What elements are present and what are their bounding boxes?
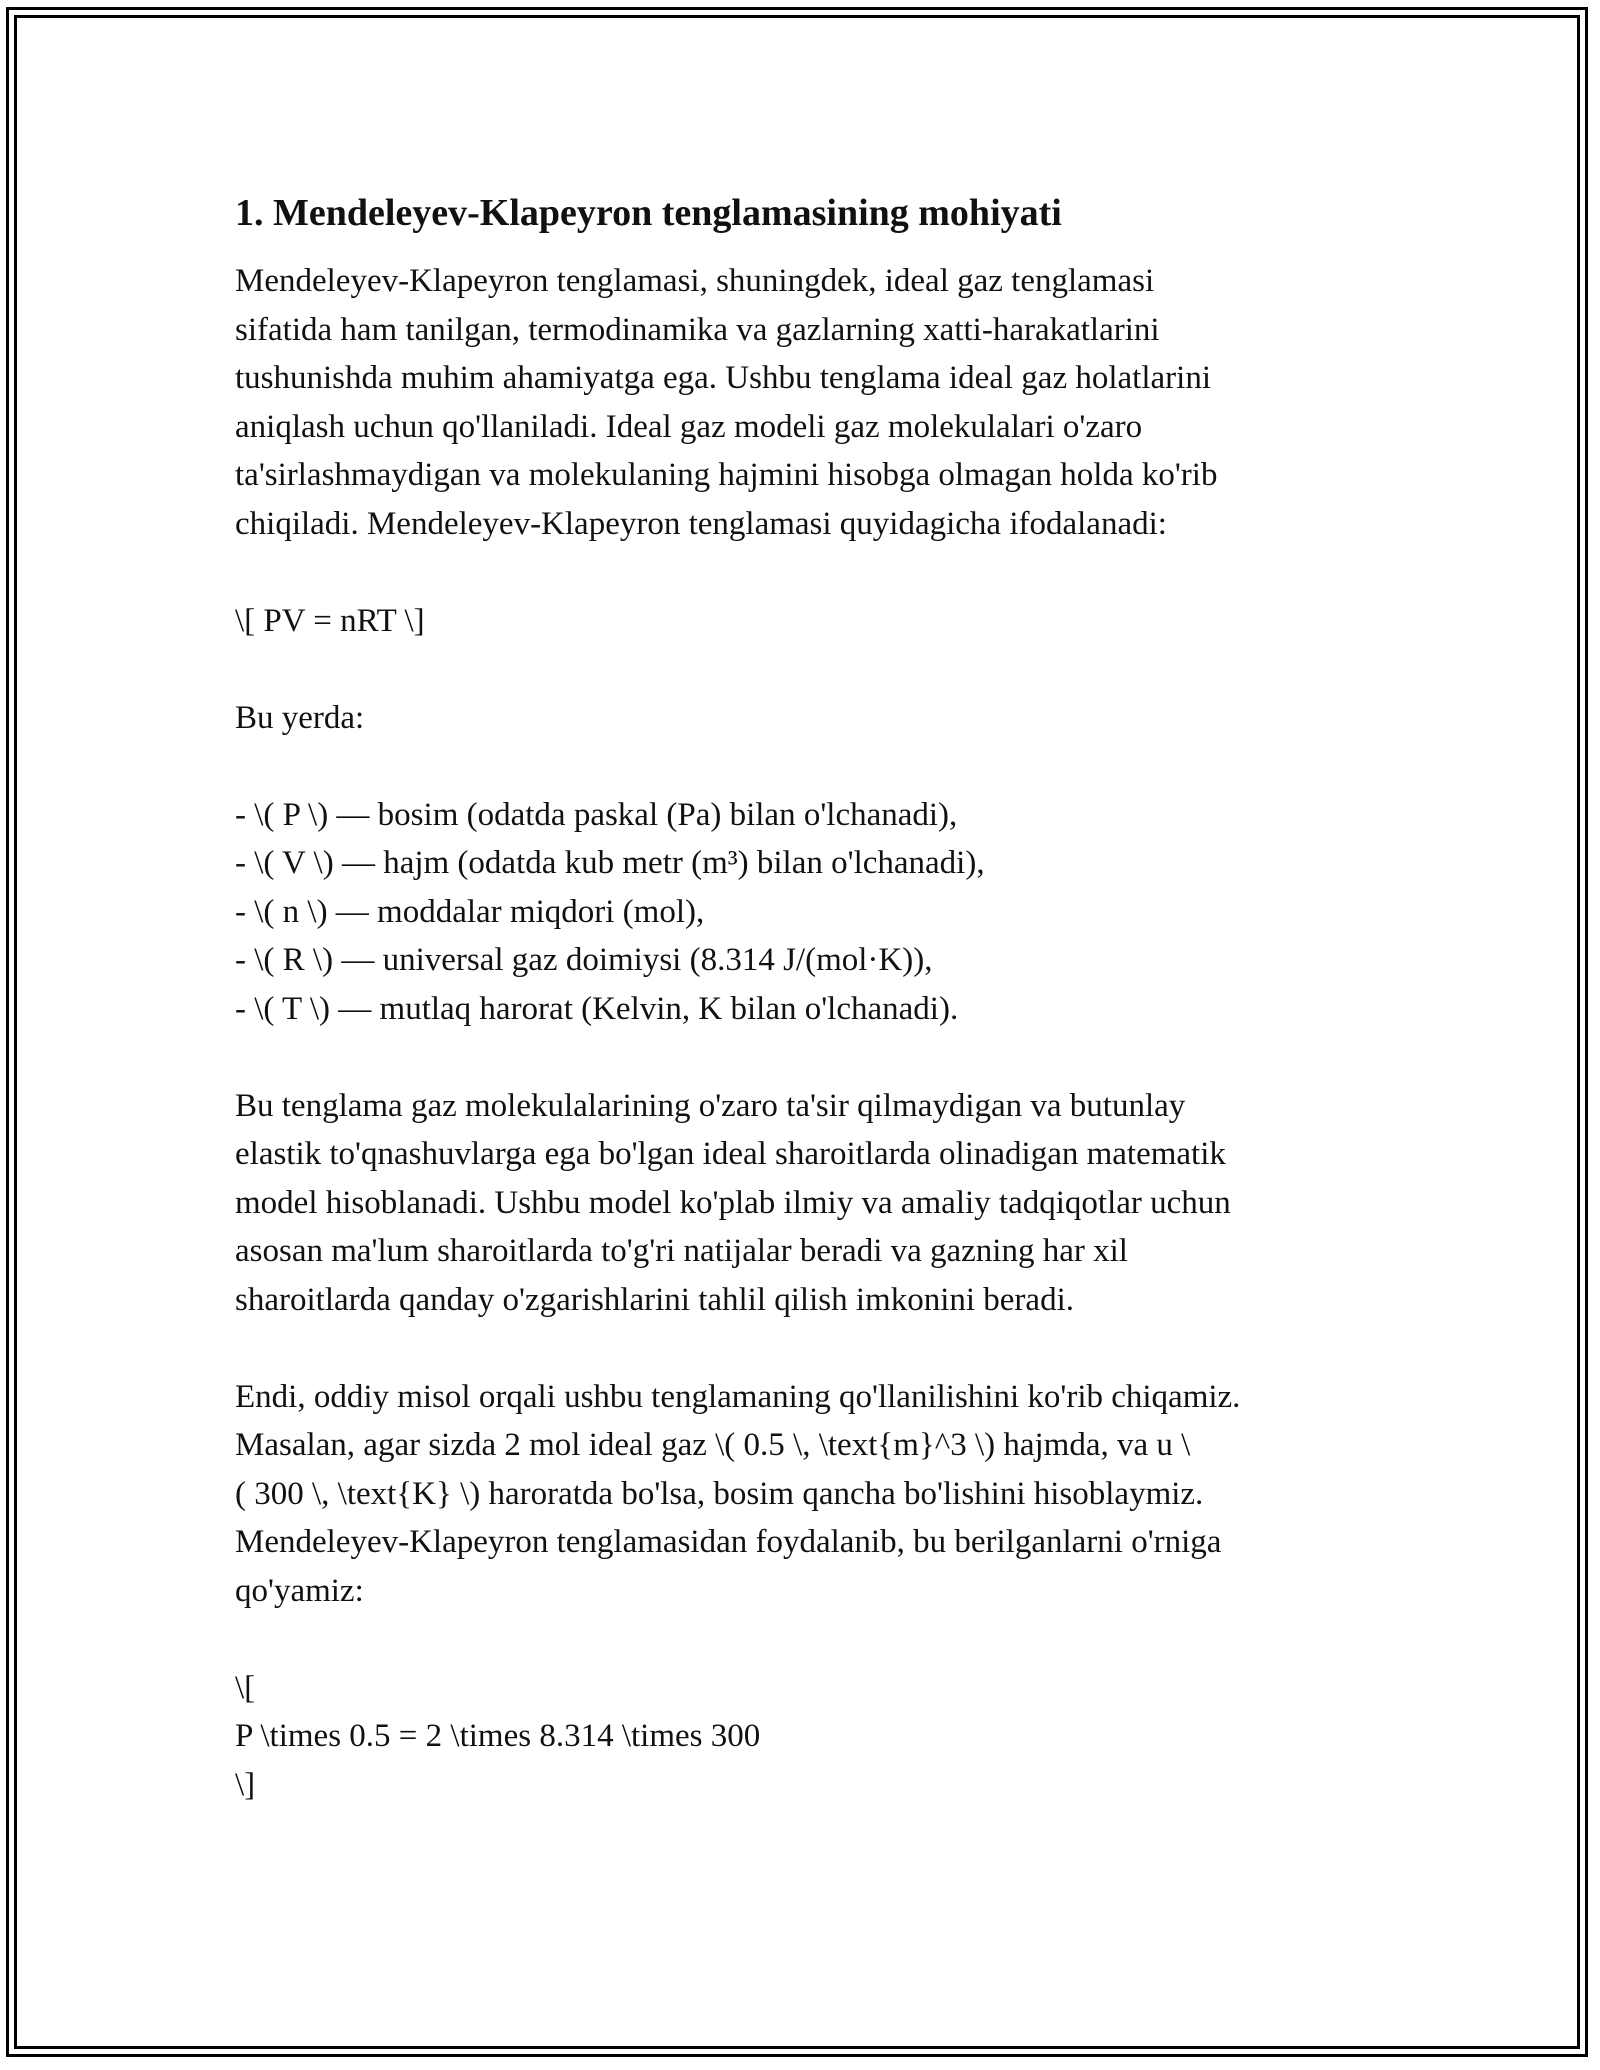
paragraph-line: sifatida ham tanilgan, termodinamika va gazlarning xatti-harakatlarini bbox=[235, 311, 1160, 348]
paragraph-line: aniqlash uchun qo'llaniladi. Ideal gaz modeli gaz molekulalari o'zaro bbox=[235, 408, 1143, 445]
paragraph-line: qo'yamiz: bbox=[235, 1572, 364, 1609]
paragraph-line: Mendeleyev-Klapeyron tenglamasi, shuningdek, ideal gaz tenglamasi bbox=[235, 263, 1155, 299]
paragraph-line: ( 300 \, \text{K} \) haroratda bo'lsa, bosim qancha bo'lishini hisoblaymiz. bbox=[235, 1475, 1204, 1512]
paragraph-line: model hisoblanadi. Ushbu model ko'plab ilmiy va amaliy tadqiqotlar uchun bbox=[235, 1184, 1231, 1221]
calculation-line: \] bbox=[235, 1766, 256, 1803]
paragraph-line: elastik to'qnashuvlarga ega bo'lgan ideal sharoitlarda olinadigan matematik bbox=[235, 1136, 1226, 1172]
calculation-block bbox=[235, 1664, 1365, 1810]
paragraph-line: sharoitlarda qanday o'zgarishlarini tahlil qilish imkonini beradi. bbox=[235, 1281, 1074, 1318]
calculation-line: P \times 0.5 = 2 \times 8.314 \times 300 bbox=[235, 1718, 761, 1754]
paragraph-line: Masalan, agar sizda 2 mol ideal gaz \( 0.5 \, \text{m}^3 \) hajmda, va u \ bbox=[235, 1427, 1191, 1463]
variable-item: - \( T \) — mutlaq harorat (Kelvin, K bilan o'lchanadi). bbox=[235, 990, 959, 1027]
example-paragraph bbox=[235, 1373, 1365, 1616]
variable-item: - \( P \) — bosim (odatda paskal (Pa) bilan o'lchanadi), bbox=[235, 796, 958, 833]
main-equation: \[ PV = nRT \] bbox=[235, 602, 425, 639]
paragraph-line: Endi, oddiy misol orqali ushbu tenglamaning qo'llanilishini ko'rib chiqamiz. bbox=[235, 1378, 1241, 1415]
paragraph-line: Bu tenglama gaz molekulalarining o'zaro ta'sir qilmaydigan va butunlay bbox=[235, 1087, 1186, 1124]
section-heading: 1. Mendeleyev-Klapeyron tenglamasining mohiyati bbox=[235, 192, 1062, 234]
paragraph-line: asosan ma'lum sharoitlarda to'g'ri natijalar beradi va gazning har xil bbox=[235, 1233, 1128, 1269]
variable-item: - \( R \) — universal gaz doimiysi (8.314 J/(mol·K)), bbox=[235, 942, 933, 978]
where-label: Bu yerda: bbox=[235, 699, 365, 736]
variable-item: - \( n \) — moddalar miqdori (mol), bbox=[235, 893, 705, 930]
model-paragraph bbox=[235, 1082, 1365, 1325]
variable-list bbox=[235, 791, 1365, 1034]
calculation-line: \[ bbox=[235, 1669, 256, 1706]
document-body bbox=[235, 188, 1365, 1809]
paragraph-line: chiqiladi. Mendeleyev-Klapeyron tenglamasi quyidagicha ifodalanadi: bbox=[235, 505, 1167, 542]
variable-item: - \( V \) — hajm (odatda kub metr (m³) bilan o'lchanadi), bbox=[235, 845, 985, 881]
paragraph-line: tushunishda muhim ahamiyatga ega. Ushbu tenglama ideal gaz holatlarini bbox=[235, 360, 1211, 396]
intro-paragraph bbox=[235, 257, 1365, 548]
paragraph-line: ta'sirlashmaydigan va molekulaning hajmini hisobga olmagan holda ko'rib bbox=[235, 457, 1218, 493]
paragraph-line: Mendeleyev-Klapeyron tenglamasidan foydalanib, bu berilganlarni o'rniga bbox=[235, 1524, 1222, 1560]
